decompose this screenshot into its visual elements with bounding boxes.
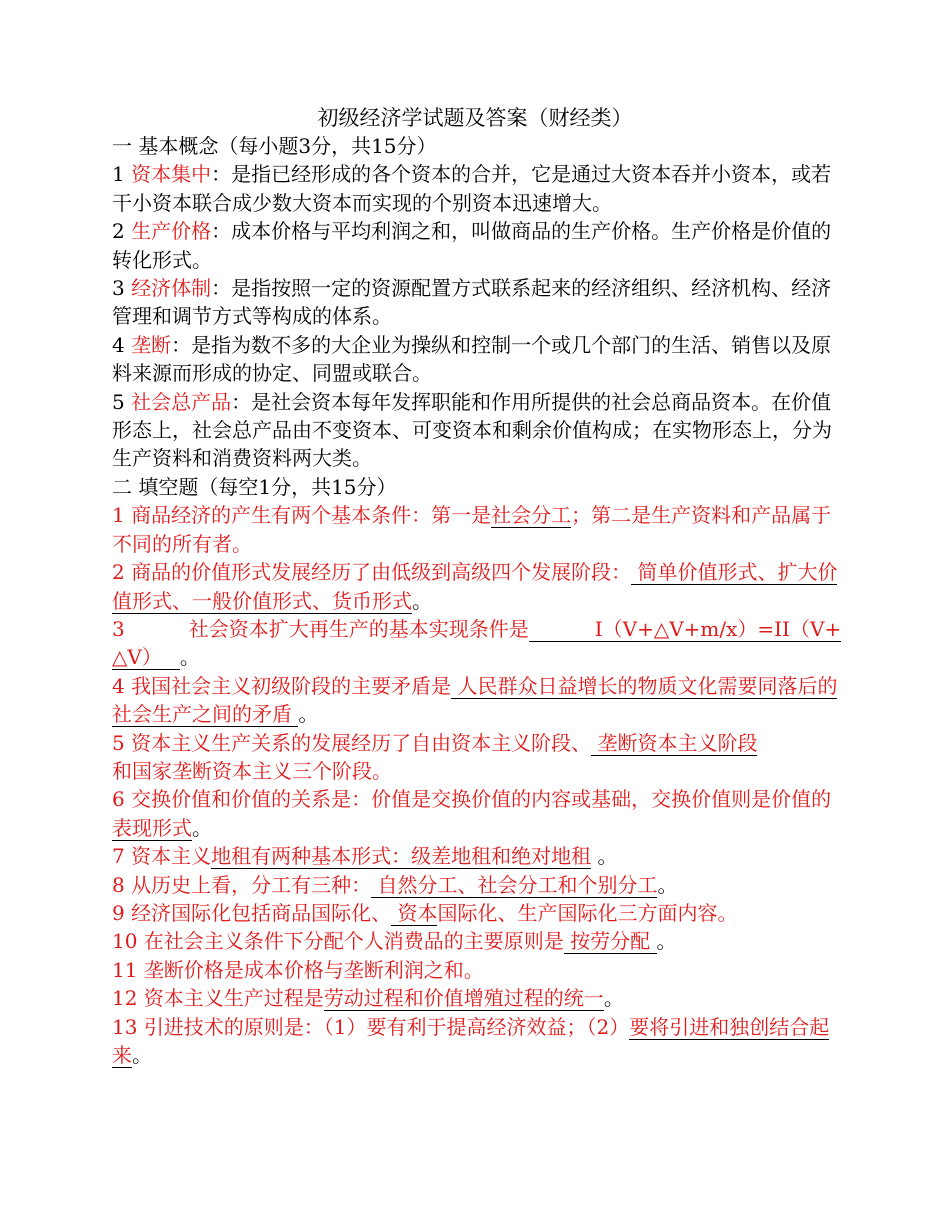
fill-question-1: 1 商品经济的产生有两个基本条件：第一是社会分工；第二是生产资料和产品属于不同的所有者。	[112, 503, 832, 556]
concept-definition: ：成本价格与平均利润之和，叫做商品的生产价格。生产价格是价值的转化形式。	[112, 219, 832, 272]
concept-item: 5 社会总产品：是社会资本每年发挥职能和作用所提供的社会总商品资本。在价值形态上，社会总产品由不变资本、可变资本和剩余价值构成；在实物形态上，分为生产资料和消费资料两大类。	[112, 389, 832, 471]
answer-blank: 社会分工	[491, 503, 572, 528]
answer-blank: 人民群众日益增长的物质文化需要同落后的社会生产之间的矛盾	[112, 673, 838, 727]
concept-term: 经济体制	[131, 276, 212, 301]
concept-term: 社会总产品	[131, 389, 232, 414]
answer-blank: 垄断资本主义阶段	[591, 730, 758, 755]
answer-blank: I（V+△V+m/x）=II（V+△V）	[112, 616, 842, 670]
fill-question-6: 6 交换价值和价值的关系是：价值是交换价值的内容或基础，交换价值则是价值的表现形式。	[112, 787, 832, 840]
answer-blank: 要将引进和独创结合起来	[112, 1014, 830, 1067]
fill-question-3: 3 社会资本扩大再生产的基本实现条件是 I（V+△V+m/x）=II（V+△V） 。	[112, 616, 842, 670]
concept-definition: ：是指按照一定的资源配置方式联系起来的经济组织、经济机构、经济管理和调节方式等构成的体系。	[112, 276, 832, 329]
concept-definition: ：是社会资本每年发挥职能和作用所提供的社会总商品资本。在价值形态上，社会总产品由不变资本、可变资本和剩余价值构成；在实物形态上，分为生产资料和消费资料两大类。	[112, 389, 832, 471]
fill-question-13: 13 引进技术的原则是：（1）要有利于提高经济效益；（2）要将引进和独创结合起来。	[112, 1014, 830, 1067]
concept-definition: ：是指为数不多的大企业为操纵和控制一个或几个部门的生活、销售以及原料来源而形成的协定、同盟或联合。	[112, 332, 832, 386]
fill-question-11: 11 垄断价格是成本价格与垄断利润之和。	[112, 957, 484, 982]
answer-blank: 资本	[391, 900, 438, 925]
fill-question-12: 12 资本主义生产过程是劳动过程和价值增殖过程的统一。	[112, 986, 624, 1011]
document-title: 初级经济学试题及答案（财经类）	[317, 106, 633, 130]
document-body	[112, 132, 846, 1069]
concept-term: 资本集中	[131, 162, 212, 187]
concept-definition: ：是指已经形成的各个资本的合并，它是通过大资本吞并小资本，或若干小资本联合成少数大资本而实现的个别资本迅速增大。	[112, 162, 832, 215]
section-heading-fill-in: 二 填空题（每空1分，共15分）	[112, 474, 397, 499]
section-heading-basic-concepts: 一 基本概念（每小题3分，共15分）	[112, 134, 437, 158]
fill-question-2: 2 商品的价值形式发展经历了由低级到高级四个发展阶段： 简单价值形式、扩大价值形式、一般价值形式、货币形式。	[112, 560, 838, 613]
concept-term: 生产价格	[131, 219, 212, 244]
fill-question-10: 10 在社会主义条件下分配个人消费品的主要原则是 按劳分配 。	[112, 929, 677, 954]
answer-blank: 劳动过程和价值增殖过程的统一	[323, 986, 604, 1011]
fill-question-9: 9 经济国际化包括商品国际化、 资本国际化、生产国际化三方面内容。	[112, 900, 738, 925]
concept-item: 4 垄断：是指为数不多的大企业为操纵和控制一个或几个部门的生活、销售以及原料来源而形成的协定、同盟或联合。	[112, 332, 832, 386]
fill-question-7: 7 资本主义地租有两种基本形式：级差地租和绝对地租 。	[112, 844, 618, 869]
concept-item: 2 生产价格：成本价格与平均利润之和，叫做商品的生产价格。生产价格是价值的转化形式。	[112, 219, 832, 272]
answer-blank: 表现形式	[112, 815, 192, 840]
concept-term: 垄断	[131, 332, 172, 357]
answer-blank: 自然分工、社会分工和个别分工	[371, 872, 658, 897]
answer-blank: 地租有两种基本形式：级差地租和绝对地租	[211, 844, 592, 869]
fill-question-4: 4 我国社会主义初级阶段的主要矛盾是 人民群众日益增长的物质文化需要同落后的社会生产之间的矛盾 。	[112, 673, 838, 727]
fill-question-8: 8 从历史上看，分工有三种： 自然分工、社会分工和个别分工。	[112, 872, 678, 897]
answer-blank: 按劳分配	[563, 929, 657, 954]
fill-question-5: 5 资本主义生产关系的发展经历了自由资本主义阶段、 垄断资本主义阶段 和国家垄断资本主义三个阶段。	[112, 730, 758, 783]
answer-blank: 简单价值形式、扩大价值形式、一般价值形式、货币形式	[112, 560, 838, 613]
concept-item: 3 经济体制：是指按照一定的资源配置方式联系起来的经济组织、经济机构、经济管理和调节方式等构成的体系。	[112, 276, 832, 329]
concept-item: 1 资本集中：是指已经形成的各个资本的合并，它是通过大资本吞并小资本，或若干小资本联合成少数大资本而实现的个别资本迅速增大。	[112, 162, 832, 215]
